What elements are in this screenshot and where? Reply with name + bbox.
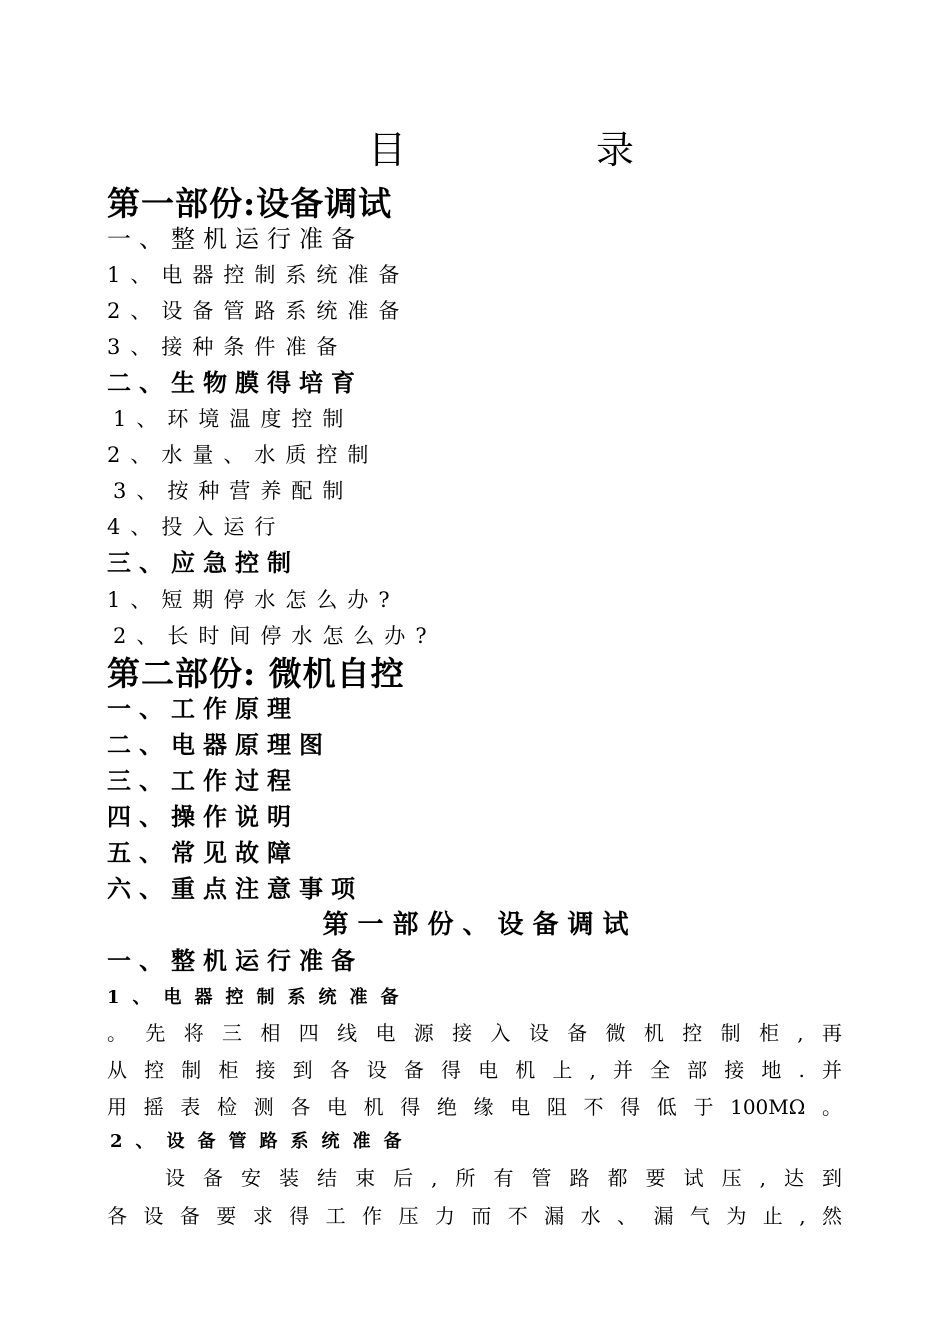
paragraph-1-line-3: 用摇表检测各电机得绝缘电阻不得低于100MΩ。 [107, 1095, 842, 1119]
toc-item-3-2: 2、长时间停水怎么办? [113, 624, 437, 648]
body-heading: 第一部份、设备调试 [322, 910, 638, 940]
toc-section-1: 一、整机运行准备 [107, 225, 363, 253]
body-section-1: 一、整机运行准备 [107, 946, 363, 975]
toc-item-1-1: 1、电器控制系统准备 [107, 263, 410, 287]
body-subsection-1-1: 1、电器控制系统准备 [107, 987, 412, 1008]
toc-part2-section-3: 三、工作过程 [107, 766, 299, 795]
toc-part2-section-4: 四、操作说明 [107, 802, 299, 831]
paragraph-2-line-1: 设备安装结束后,所有管路都要试压,达到 [165, 1166, 842, 1190]
toc-title [0, 128, 950, 172]
toc-item-2-1: 1、环境温度控制 [113, 407, 354, 431]
toc-title-right: 录 [596, 128, 635, 172]
toc-section-2: 二、生物膜得培育 [107, 368, 363, 397]
body-subsection-1-2: 2、设备管路系统准备 [110, 1131, 415, 1152]
paragraph-1-line-2: 从控制柜接到各设备得电机上,并全部接地.并 [107, 1058, 842, 1082]
toc-item-2-3: 3、按种营养配制 [113, 479, 354, 503]
toc-part2-section-1: 一、工作原理 [107, 694, 299, 723]
paragraph-1-line-1: 。先将三相四线电源接入设备微机控制柜,再 [107, 1021, 842, 1045]
toc-item-1-2: 2、设备管路系统准备 [107, 299, 410, 323]
toc-title-left: 目 [368, 128, 407, 172]
toc-part2-section-5: 五、常见故障 [107, 838, 299, 867]
toc-item-2-4: 4、投入运行 [107, 515, 286, 539]
toc-part2-section-6: 六、重点注意事项 [107, 874, 363, 903]
toc-part-1: 第一部份:设备调试 [107, 184, 393, 223]
paragraph-2-line-2: 各设备要求得工作压力而不漏水、漏气为止,然 [107, 1204, 842, 1228]
toc-item-2-2: 2、水量、水质控制 [107, 443, 379, 467]
toc-section-3: 三、应急控制 [107, 548, 299, 577]
toc-part2-section-2: 二、电器原理图 [107, 730, 331, 759]
toc-part-2: 第二部份: 微机自控 [107, 654, 405, 693]
toc-item-3-1: 1、短期停水怎么办? [107, 588, 400, 612]
toc-item-1-3: 3、接种条件准备 [107, 335, 348, 359]
